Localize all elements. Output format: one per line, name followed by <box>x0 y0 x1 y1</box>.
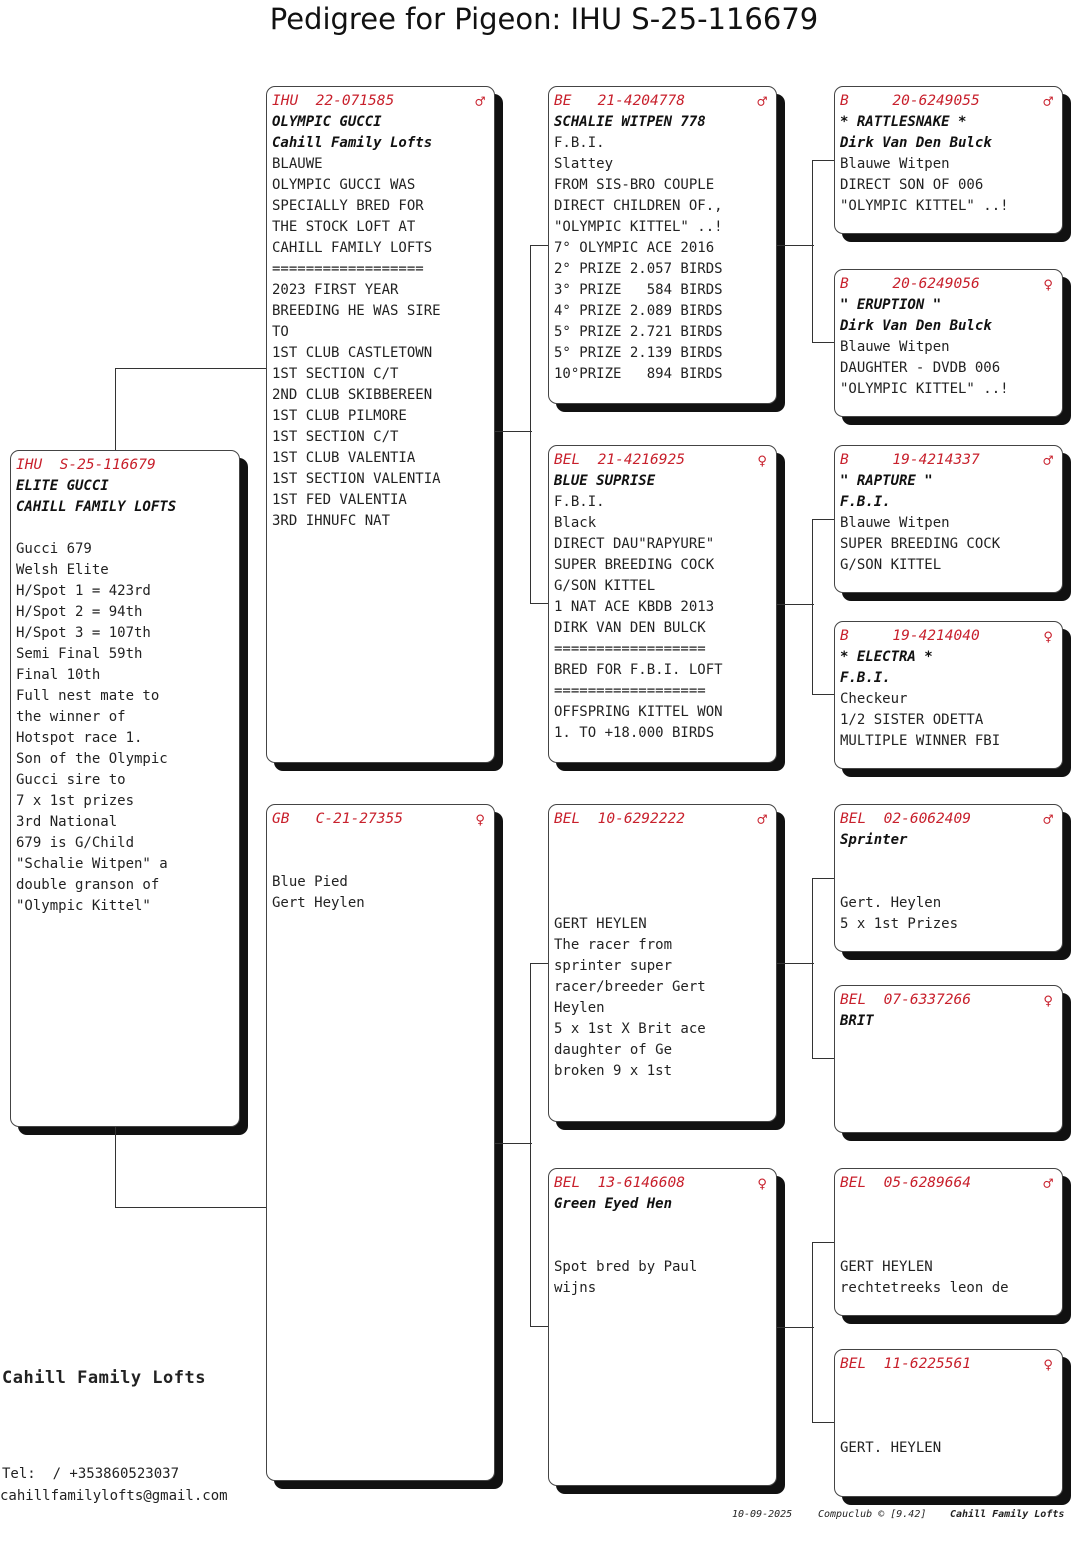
pigeon-card-header <box>840 990 1057 1011</box>
footer-email[interactable]: cahillfamilylofts@gmail.com <box>0 1488 228 1504</box>
pigeon-info-line: The racer from <box>554 937 673 953</box>
pigeon-info-line: BLAUWE <box>272 156 323 172</box>
pigeon-info-line: DIRECT DAU"RAPYURE" <box>554 536 715 552</box>
pigeon-info-line: BREEDING HE WAS SIRE <box>272 303 441 319</box>
pigeon-card-sdd[interactable] <box>834 621 1063 769</box>
pigeon-name-line: OLYMPIC GUCCI <box>272 114 382 130</box>
pigeon-card-sss[interactable] <box>834 86 1063 234</box>
pigeon-card-dds[interactable] <box>834 1168 1063 1316</box>
pigeon-info-line: "OLYMPIC KITTEL" ..! <box>840 198 1009 214</box>
pigeon-name-line: " ERUPTION " <box>840 297 942 313</box>
pigeon-info-line: 2ND CLUB SKIBBEREEN <box>272 387 433 403</box>
pigeon-card-header <box>840 809 1057 830</box>
connector-dam-trunk <box>495 1143 532 1144</box>
pigeon-info-line <box>840 1417 1057 1438</box>
pigeon-card-header <box>840 1173 1057 1194</box>
pigeon-info-line: 1ST SECTION C/T <box>272 429 399 445</box>
footer-telephone: Tel: / +353860523037 <box>2 1466 180 1482</box>
pigeon-info-line: racer/breeder Gert <box>554 979 706 995</box>
pigeon-card-header <box>554 91 771 112</box>
pigeon-info-line: Black <box>554 515 597 531</box>
footer-loft-name: Cahill Family Lofts <box>2 1368 206 1388</box>
female-symbol-icon: ♀ <box>1043 627 1053 646</box>
pigeon-info-line: 1ST SECTION C/T <box>272 366 399 382</box>
pigeon-card-header <box>840 1354 1057 1375</box>
pigeon-info-line: Slattey <box>554 156 614 172</box>
pigeon-info-line: ================== <box>272 261 424 277</box>
ring-number: IHU S-25-116679 <box>16 457 156 473</box>
female-symbol-icon: ♀ <box>757 1174 767 1193</box>
pigeon-card-header <box>554 809 771 830</box>
female-symbol-icon: ♀ <box>1043 1355 1053 1374</box>
pigeon-info-line: "OLYMPIC KITTEL" ..! <box>840 381 1009 397</box>
pigeon-card-ddd[interactable] <box>834 1349 1063 1497</box>
connector-dd-trunk <box>777 1327 814 1328</box>
pigeon-info-line: 679 is G/Child <box>16 835 135 851</box>
pigeon-name-line: F.B.I. <box>840 494 891 510</box>
pigeon-info-line: 2023 FIRST YEAR <box>272 282 399 298</box>
connector-dam-branches <box>530 963 548 1327</box>
pigeon-info-line: wijns <box>554 1280 597 1296</box>
connector-subject-sire <box>115 368 266 450</box>
pigeon-name-line: SCHALIE WITPEN 778 <box>554 114 706 130</box>
pigeon-info-line: rechtetreeks leon de <box>840 1280 1009 1296</box>
ring-number: B 20-6249055 <box>840 93 980 109</box>
pigeon-card-subject[interactable] <box>10 450 240 1127</box>
pigeon-info-line: OLYMPIC GUCCI WAS <box>272 177 416 193</box>
pigeon-info-line: 1ST CLUB CASTLETOWN <box>272 345 433 361</box>
pigeon-info-line: Blauwe Witpen <box>840 515 950 531</box>
pigeon-info-line <box>840 1236 1057 1257</box>
pigeon-info-line: 10°PRIZE 894 BIRDS <box>554 366 723 382</box>
pigeon-name-line: CAHILL FAMILY LOFTS <box>16 499 177 515</box>
pigeon-name-line: BRIT <box>840 1013 874 1029</box>
pigeon-info-line <box>840 851 1057 872</box>
pigeon-info-line: 5 x 1st X Brit ace <box>554 1021 706 1037</box>
pigeon-name-line: * ELECTRA * <box>840 649 933 665</box>
pigeon-info-line: H/Spot 1 = 423rd <box>16 583 151 599</box>
ring-number: BE 21-4204778 <box>554 93 685 109</box>
pigeon-card-header <box>272 91 489 112</box>
pigeon-info-line: Hotspot race 1. <box>16 730 143 746</box>
pigeon-info-line <box>840 1194 1057 1215</box>
ring-number: BEL 10-6292222 <box>554 811 685 827</box>
pigeon-info-line: Blauwe Witpen <box>840 156 950 172</box>
pigeon-info-line: 1ST CLUB VALENTIA <box>272 450 416 466</box>
connector-sd-trunk <box>777 604 814 605</box>
connector-dd-branches <box>812 1242 834 1423</box>
pigeon-info-line: Blue Pied <box>272 874 348 890</box>
pigeon-info-line: Checkeur <box>840 691 908 707</box>
pigeon-info-line <box>840 1215 1057 1236</box>
pigeon-info-line: "Olympic Kittel" <box>16 898 151 914</box>
pigeon-card-header <box>840 626 1057 647</box>
pigeon-info-line <box>554 1215 771 1236</box>
pigeon-info-line: Blauwe Witpen <box>840 339 950 355</box>
pigeon-name-line: F.B.I. <box>840 670 891 686</box>
pigeon-info-line: Gucci sire to <box>16 772 126 788</box>
pigeon-card-ssd[interactable] <box>834 269 1063 417</box>
pigeon-card-header <box>840 450 1057 471</box>
pigeon-info-line: daughter of Ge <box>554 1042 673 1058</box>
pigeon-info-line: G/SON KITTEL <box>840 557 942 573</box>
pigeon-info-line: 2° PRIZE 2.057 BIRDS <box>554 261 723 277</box>
pigeon-name-line: " RAPTURE " <box>840 473 933 489</box>
pigeon-name-line: Dirk Van Den Bulck <box>840 318 992 334</box>
pigeon-card-header <box>840 274 1057 295</box>
pigeon-info-line: Gert Heylen <box>272 895 365 911</box>
connector-ss-trunk <box>777 245 814 246</box>
pigeon-name-line: Cahill Family Lofts <box>272 135 433 151</box>
pigeon-name-line: ELITE GUCCI <box>16 478 109 494</box>
pigeon-card-header <box>554 450 771 471</box>
pigeon-info-line: Spot bred by Paul <box>554 1259 698 1275</box>
ring-number: GB C-21-27355 <box>272 811 403 827</box>
pigeon-info-line: 5° PRIZE 2.139 BIRDS <box>554 345 723 361</box>
pigeon-info-line: Son of the Olympic <box>16 751 168 767</box>
pigeon-info-line <box>554 1236 771 1257</box>
pigeon-info-line: G/SON KITTEL <box>554 578 656 594</box>
pigeon-info-line: SUPER BREEDING COCK <box>840 536 1001 552</box>
pigeon-name-line: Dirk Van Den Bulck <box>840 135 992 151</box>
pigeon-card-dam-sire[interactable] <box>548 804 777 1122</box>
pigeon-info-line: broken 9 x 1st <box>554 1063 673 1079</box>
pigeon-info-line: SUPER BREEDING COCK <box>554 557 715 573</box>
ring-number: B 19-4214040 <box>840 628 980 644</box>
pigeon-card-header <box>16 455 234 476</box>
ring-number: B 20-6249056 <box>840 276 980 292</box>
pigeon-info-line: DIRK VAN DEN BULCK <box>554 620 706 636</box>
pigeon-info-line <box>840 1396 1057 1417</box>
pigeon-info-line: BRED FOR F.B.I. LOFT <box>554 662 723 678</box>
pigeon-info-line: 1 NAT ACE KBDB 2013 <box>554 599 715 615</box>
pigeon-info-line: DIRECT SON OF 006 <box>840 177 984 193</box>
pigeon-info-line: double granson of <box>16 877 160 893</box>
pigeon-info-line: Full nest mate to <box>16 688 160 704</box>
ring-number: B 19-4214337 <box>840 452 980 468</box>
pigeon-card-header <box>554 1173 771 1194</box>
connector-ds-branches <box>812 878 834 1059</box>
pigeon-info-line: 3rd National <box>16 814 118 830</box>
pigeon-info-line: the winner of <box>16 709 126 725</box>
pigeon-card-header <box>272 809 489 830</box>
footer-software: Compuclub © [9.42] <box>818 1509 927 1520</box>
pigeon-info-line: sprinter super <box>554 958 673 974</box>
connector-ss-branches <box>812 160 834 343</box>
male-symbol-icon: ♂ <box>1043 92 1053 111</box>
pigeon-info-line: MULTIPLE WINNER FBI <box>840 733 1001 749</box>
pigeon-info-line: ================== <box>554 683 706 699</box>
pigeon-card-dsd[interactable] <box>834 985 1063 1133</box>
pigeon-card-dss[interactable] <box>834 804 1063 952</box>
ring-number: BEL 11-6225561 <box>840 1356 971 1372</box>
connector-sd-branches <box>812 519 834 695</box>
pigeon-info-line: 7 x 1st prizes <box>16 793 135 809</box>
female-symbol-icon: ♀ <box>475 810 485 829</box>
pigeon-info-line: Welsh Elite <box>16 562 109 578</box>
page-title: Pedigree for Pigeon: IHU S-25-116679 <box>269 2 819 36</box>
pigeon-info-line: 5 x 1st Prizes <box>840 916 959 932</box>
ring-number: BEL 21-4216925 <box>554 452 685 468</box>
pigeon-info-line <box>554 851 771 872</box>
ring-number: BEL 02-6062409 <box>840 811 971 827</box>
pigeon-name-line: Green Eyed Hen <box>554 1196 673 1212</box>
ring-number: BEL 05-6289664 <box>840 1175 971 1191</box>
pigeon-info-line: DIRECT CHILDREN OF., <box>554 198 723 214</box>
pigeon-info-line: 1. TO +18.000 BIRDS <box>554 725 715 741</box>
pigeon-info-line: F.B.I. <box>554 494 605 510</box>
ring-number: BEL 07-6337266 <box>840 992 971 1008</box>
pigeon-info-line: ================== <box>554 641 706 657</box>
pigeon-info-line: 5° PRIZE 2.721 BIRDS <box>554 324 723 340</box>
ring-number: BEL 13-6146608 <box>554 1175 685 1191</box>
pigeon-info-line: 1ST CLUB PILMORE <box>272 408 407 424</box>
connector-sire-trunk <box>495 431 532 432</box>
pigeon-info-line: SPECIALLY BRED FOR <box>272 198 424 214</box>
connector-subject-dam <box>115 1127 266 1208</box>
pigeon-info-line: "Schalie Witpen" a <box>16 856 168 872</box>
pigeon-info-line: "OLYMPIC KITTEL" ..! <box>554 219 723 235</box>
footer-print-date: 10-09-2025 <box>732 1509 793 1520</box>
male-symbol-icon: ♂ <box>1043 810 1053 829</box>
pigeon-info-line: CAHILL FAMILY LOFTS <box>272 240 433 256</box>
pigeon-info-line <box>16 518 234 539</box>
male-symbol-icon: ♂ <box>1043 451 1053 470</box>
pigeon-info-line <box>272 851 489 872</box>
pigeon-name-line: Sprinter <box>840 832 908 848</box>
pigeon-info-line <box>554 872 771 893</box>
pigeon-info-line: 1/2 SISTER ODETTA <box>840 712 984 728</box>
male-symbol-icon: ♂ <box>757 92 767 111</box>
pigeon-info-line <box>554 830 771 851</box>
pigeon-info-line <box>840 1375 1057 1396</box>
pigeon-info-line: 3° PRIZE 584 BIRDS <box>554 282 723 298</box>
pigeon-info-line: Gucci 679 <box>16 541 92 557</box>
pigeon-info-line <box>554 893 771 914</box>
pigeon-info-line: H/Spot 3 = 107th <box>16 625 151 641</box>
male-symbol-icon: ♂ <box>757 810 767 829</box>
pigeon-info-line <box>840 872 1057 893</box>
pigeon-info-line <box>272 830 489 851</box>
pigeon-card-dam[interactable] <box>266 804 495 1481</box>
pigeon-card-sds[interactable] <box>834 445 1063 593</box>
pigeon-info-line: GERT. HEYLEN <box>840 1440 942 1456</box>
pigeon-info-line: GERT HEYLEN <box>554 916 647 932</box>
male-symbol-icon: ♂ <box>1043 1174 1053 1193</box>
pigeon-info-line: Final 10th <box>16 667 101 683</box>
pigeon-info-line: OFFSPRING KITTEL WON <box>554 704 723 720</box>
pigeon-info-line: FROM SIS-BRO COUPLE <box>554 177 715 193</box>
pigeon-info-line: F.B.I. <box>554 135 605 151</box>
pigeon-info-line: 7° OLYMPIC ACE 2016 <box>554 240 715 256</box>
pigeon-info-line: Heylen <box>554 1000 605 1016</box>
female-symbol-icon: ♀ <box>1043 991 1053 1010</box>
pigeon-info-line: 1ST FED VALENTIA <box>272 492 407 508</box>
pigeon-info-line: 3RD IHNUFC NAT <box>272 513 391 529</box>
pigeon-name-line: * RATTLESNAKE * <box>840 114 967 130</box>
pigeon-info-line: GERT HEYLEN <box>840 1259 933 1275</box>
pigeon-info-line: 1ST SECTION VALENTIA <box>272 471 441 487</box>
pigeon-info-line: DAUGHTER - DVDB 006 <box>840 360 1001 376</box>
pigeon-card-sire-sire[interactable] <box>548 86 777 404</box>
female-symbol-icon: ♀ <box>1043 275 1053 294</box>
male-symbol-icon: ♂ <box>475 92 485 111</box>
pigeon-card-dam-dam[interactable] <box>548 1168 777 1486</box>
pigeon-info-line: Gert. Heylen <box>840 895 942 911</box>
pigeon-info-line: H/Spot 2 = 94th <box>16 604 143 620</box>
ring-number: IHU 22-071585 <box>272 93 395 109</box>
pigeon-info-line: 4° PRIZE 2.089 BIRDS <box>554 303 723 319</box>
pigeon-card-header <box>840 91 1057 112</box>
pigeon-name-line: BLUE SUPRISE <box>554 473 656 489</box>
pigeon-card-sire-dam[interactable] <box>548 445 777 763</box>
pigeon-info-line: THE STOCK LOFT AT <box>272 219 416 235</box>
connector-sire-branches <box>530 245 548 604</box>
footer-loft-small: Cahill Family Lofts <box>950 1509 1065 1520</box>
connector-ds-trunk <box>777 963 814 964</box>
pigeon-card-sire[interactable] <box>266 86 495 763</box>
pigeon-info-line: TO <box>272 324 289 340</box>
pigeon-info-line: Semi Final 59th <box>16 646 143 662</box>
female-symbol-icon: ♀ <box>757 451 767 470</box>
